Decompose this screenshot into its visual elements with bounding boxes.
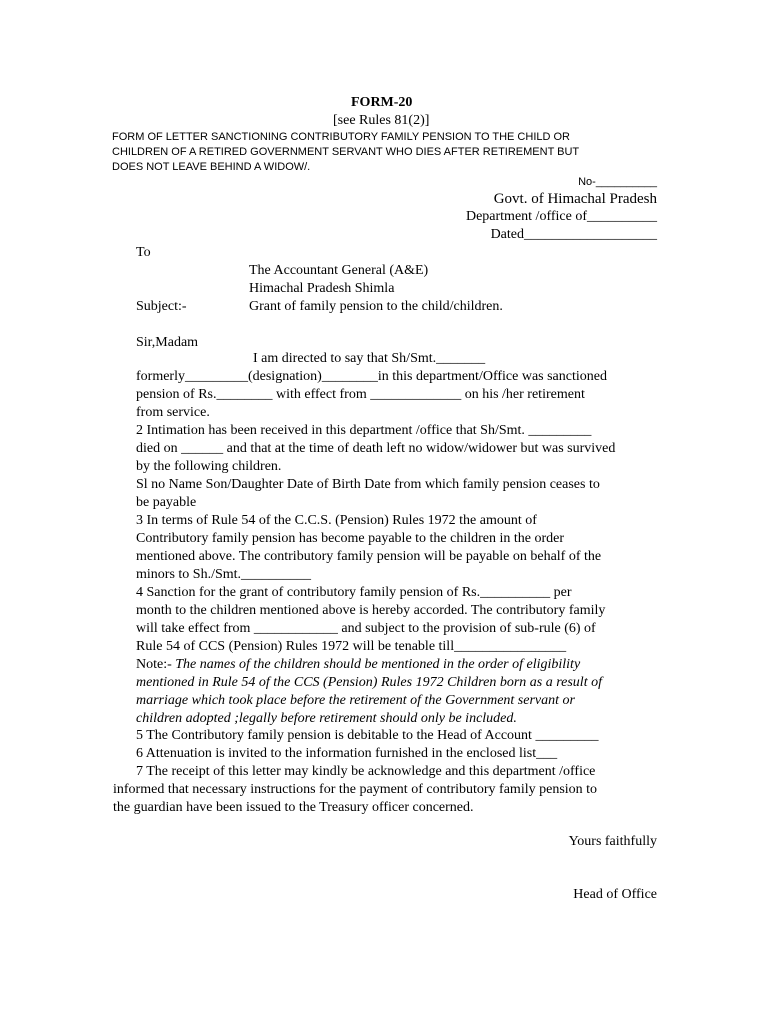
children-table-header-cont: be payable	[136, 495, 197, 510]
note-text-1: The names of the children should be mentioned in the order of eligibility	[175, 657, 581, 672]
paragraph-4-line-1: 4 Sanction for the grant of contributory family pension of Rs.__________ per	[136, 585, 572, 600]
paragraph-7-line-3: the guardian have been issued to the Treasury officer concerned.	[113, 800, 474, 815]
issuer-dated: Dated___________________	[490, 227, 657, 242]
note-line-3: marriage which took place before the retirement of the Government servant or	[136, 693, 575, 708]
paragraph-7-line-2: informed that necessary instructions for the payment of contributory family pension to	[113, 782, 598, 797]
paragraph-1-line-4: from service.	[136, 405, 210, 420]
note-line-2: mentioned in Rule 54 of the CCS (Pension) Rules 1972 Children born as a result of	[136, 675, 602, 690]
subject-text: Grant of family pension to the child/children.	[249, 299, 503, 314]
rule-reference: [see Rules 81(2)]	[333, 113, 430, 128]
issuer-government: Govt. of Himachal Pradesh	[493, 191, 657, 207]
issuer-department: Department /office of__________	[465, 209, 657, 224]
recipient-line-1: The Accountant General (A&E)	[249, 263, 429, 278]
recipient-line-2: Himachal Pradesh Shimla	[249, 281, 395, 296]
letter-number: No-__________	[578, 176, 657, 188]
paragraph-5: 5 The Contributory family pension is debitable to the Head of Account _________	[136, 728, 599, 743]
paragraph-4-line-4: Rule 54 of CCS (Pension) Rules 1972 will be tenable till________________	[136, 639, 567, 654]
form-description-line-1: FORM OF LETTER SANCTIONING CONTRIBUTORY FAMILY PENSION TO THE CHILD OR	[112, 131, 570, 143]
paragraph-6: 6 Attenuation is invited to the information furnished in the enclosed list___	[136, 746, 558, 761]
paragraph-4-line-2: month to the children mentioned above is hereby accorded. The contributory family	[136, 603, 606, 618]
form-title: FORM-20	[351, 95, 413, 110]
paragraph-4-line-3: will take effect from ____________ and subject to the provision of sub-rule (6) of	[136, 621, 596, 636]
closing-yours-faithfully: Yours faithfully	[568, 834, 657, 849]
paragraph-1-line-2: formerly_________(designation)________in this department/Office was sanctioned	[136, 369, 607, 384]
note-label: Note:-	[136, 657, 176, 672]
paragraph-3-line-3: mentioned above. The contributory family pension will be payable on behalf of the	[136, 549, 602, 564]
note-line-1	[136, 656, 580, 674]
paragraph-3-line-4: minors to Sh./Smt.__________	[136, 567, 312, 582]
paragraph-1-line-3: pension of Rs.________ with effect from _____________ on his /her retirement	[136, 387, 585, 402]
salutation: Sir,Madam	[136, 335, 199, 350]
paragraph-3-line-1: 3 In terms of Rule 54 of the C.C.S. (Pension) Rules 1972 the amount of	[136, 513, 537, 528]
paragraph-2-line-2: died on ______ and that at the time of death left no widow/widower but was survived	[136, 441, 616, 456]
closing-signatory: Head of Office	[573, 887, 657, 902]
subject-label: Subject:-	[136, 299, 187, 314]
note-line-4: children adopted ;legally before retirement should only be included.	[136, 711, 517, 726]
children-table-header: Sl no Name Son/Daughter Date of Birth Date from which family pension ceases to	[136, 477, 600, 492]
paragraph-2-line-3: by the following children.	[136, 459, 282, 474]
paragraph-2-line-1: 2 Intimation has been received in this department /office that Sh/Smt. _________	[136, 423, 592, 438]
form-description-line-2: CHILDREN OF A RETIRED GOVERNMENT SERVANT WHO DIES AFTER RETIREMENT BUT	[112, 146, 580, 158]
paragraph-3-line-2: Contributory family pension has become payable to the children in the order	[136, 531, 565, 546]
paragraph-1-line-1: I am directed to say that Sh/Smt._______	[253, 351, 486, 366]
paragraph-7-line-1: 7 The receipt of this letter may kindly be acknowledge and this department /office	[136, 764, 596, 779]
to-label: To	[136, 245, 151, 260]
form-description-line-3: DOES NOT LEAVE BEHIND A WIDOW/.	[112, 161, 311, 173]
